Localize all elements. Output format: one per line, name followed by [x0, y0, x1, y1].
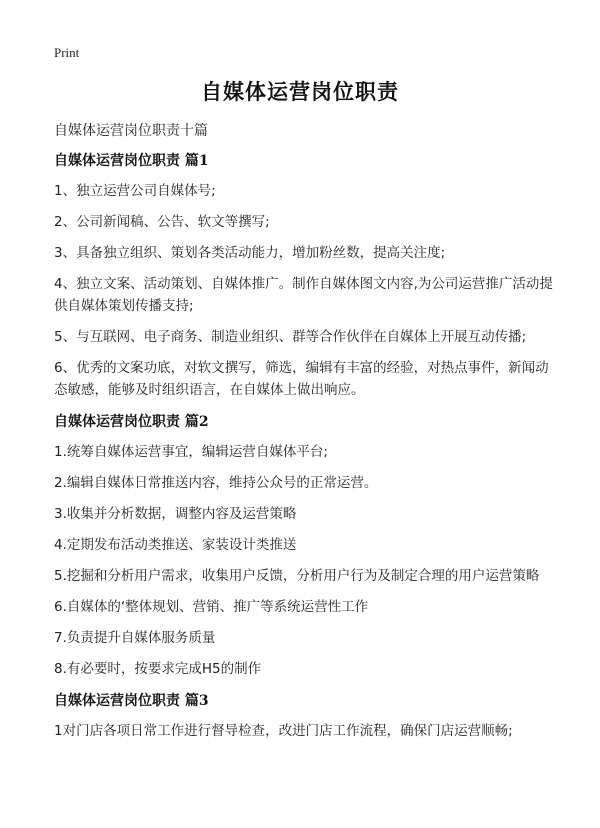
section-heading: 自媒体运营岗位职责 篇2 [54, 414, 209, 430]
page-subtitle: 自媒体运营岗位职责十篇 [54, 123, 208, 139]
list-item: 1对门店各项日常工作进行督导检查，改进门店工作流程，确保门店运营顺畅; [54, 723, 513, 739]
list-item: 7.负责提升自媒体服务质量 [54, 630, 216, 646]
list-item: 8.有必要时，按要求完成H5的制作 [54, 661, 262, 677]
list-item: 6.自媒体的‘整体规划、营销、推广等系统运营性工作 [54, 599, 369, 615]
list-item: 4.定期发布活动类推送、家装设计类推送 [54, 537, 297, 553]
print-label: Print [54, 45, 80, 60]
list-item: 3、具备独立组织、策划各类活动能力，增加粉丝数，提高关注度; [54, 245, 446, 261]
section-heading: 自媒体运营岗位职责 篇3 [54, 693, 209, 709]
list-item: 1、独立运营公司自媒体号; [54, 183, 216, 199]
list-item: 5、与互联网、电子商务、制造业组织、群等合作伙伴在自媒体上开展互动传播; [54, 329, 527, 345]
list-item: 5.挖掘和分析用户需求，收集用户反馈，分析用户行为及制定合理的用户运营策略 [54, 568, 540, 584]
list-item: 2.编辑自媒体日常推送内容，维持公众号的正常运营。 [54, 475, 378, 491]
document-body [54, 150, 554, 751]
list-item: 6、优秀的文案功底，对软文撰写，筛选，编辑有丰富的经验，对热点事件，新闻动态敏感，能够及时组织语言，在自媒体上做出响应。 [54, 360, 549, 398]
list-item: 2、公司新闻稿、公告、软文等撰写; [54, 214, 270, 230]
list-item: 1.统筹自媒体运营事宜，编辑运营自媒体平台; [54, 444, 328, 460]
section-heading: 自媒体运营岗位职责 篇1 [54, 153, 209, 169]
page-title: 自媒体运营岗位职责 [201, 80, 399, 104]
list-item: 3.收集并分析数据，调整内容及运营策略 [54, 506, 297, 522]
list-item: 4、独立文案、活动策划、自媒体推广。制作自媒体图文内容,为公司运营推广活动提供自媒体策划传播支持; [54, 276, 553, 314]
